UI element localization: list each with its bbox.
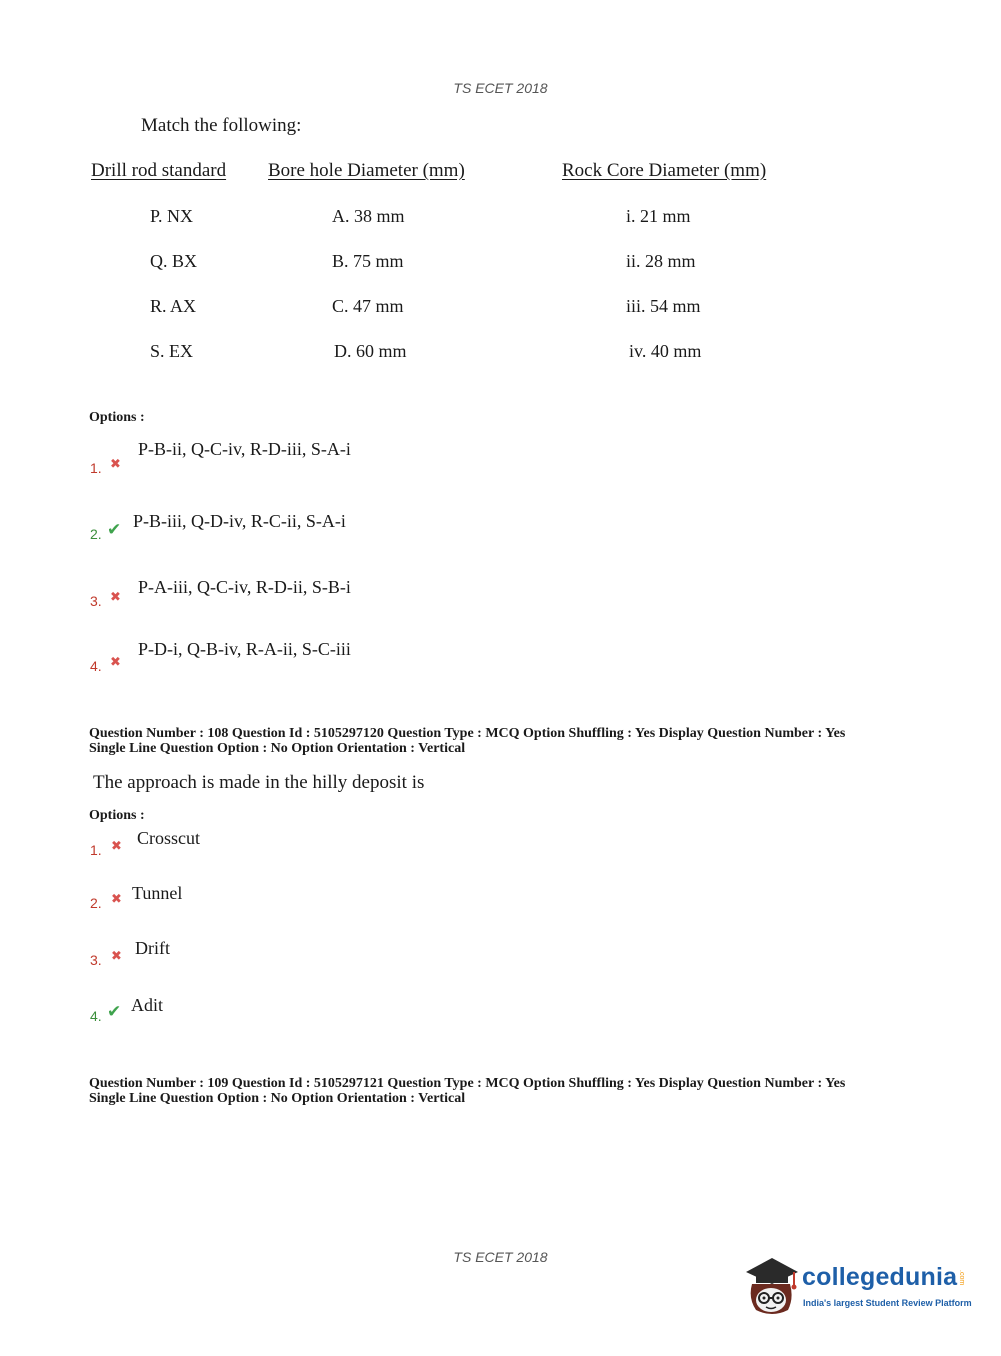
question-meta: Question Number : 109 Question Id : 5105297121 Question Type : MCQ Option Shuffling : Yes Display Question Number : Yes (89, 1076, 846, 1091)
logo-tagline: India's largest Student Review Platform (803, 1298, 972, 1308)
match-cell: C. 47 mm (332, 296, 404, 316)
incorrect-icon: ✖ (110, 655, 121, 670)
option-text[interactable]: P-A-iii, Q-C-iv, R-D-ii, S-B-i (138, 577, 351, 597)
option-number: 2. (90, 895, 102, 911)
incorrect-icon: ✖ (111, 839, 122, 854)
option-text[interactable]: P-D-i, Q-B-iv, R-A-ii, S-C-iii (138, 639, 351, 659)
match-cell: S. EX (150, 341, 194, 361)
match-cell: P. NX (150, 206, 194, 226)
incorrect-icon: ✖ (111, 949, 122, 964)
option-text[interactable]: Crosscut (137, 828, 200, 848)
match-cell: D. 60 mm (334, 341, 407, 361)
match-cell: i. 21 mm (626, 206, 691, 226)
option-text[interactable]: Drift (135, 938, 170, 958)
option-number: 4. (90, 1008, 102, 1024)
question-meta: Single Line Question Option : No Option Orientation : Vertical (89, 1091, 466, 1106)
mascot-icon (742, 1250, 800, 1320)
match-cell: iv. 40 mm (629, 341, 702, 361)
correct-icon: ✔ (107, 520, 122, 540)
options-label: Options : (89, 410, 145, 425)
question-prompt: The approach is made in the hilly deposit is (93, 772, 425, 793)
option-number: 1. (90, 460, 102, 476)
match-cell: A. 38 mm (332, 206, 405, 226)
option-number: 2. (90, 526, 102, 542)
option-number: 4. (90, 658, 102, 674)
logo-tld: .com (958, 1270, 965, 1286)
match-cell: R. AX (150, 296, 197, 316)
option-number: 3. (90, 593, 102, 609)
option-number: 3. (90, 952, 102, 968)
question-meta: Single Line Question Option : No Option Orientation : Vertical (89, 741, 466, 756)
option-text[interactable]: Tunnel (132, 883, 183, 903)
column-header-bore-hole: Bore hole Diameter (mm) (268, 160, 465, 181)
option-text[interactable]: P-B-ii, Q-C-iv, R-D-iii, S-A-i (138, 439, 351, 459)
question-prompt: Match the following: (141, 115, 302, 136)
option-text[interactable]: Adit (131, 995, 164, 1015)
match-cell: B. 75 mm (332, 251, 404, 271)
match-cell: ii. 28 mm (626, 251, 696, 271)
match-cell: Q. BX (150, 251, 198, 271)
logo-wordmark: collegedunia (802, 1263, 958, 1291)
options-label: Options : (89, 808, 145, 823)
option-text[interactable]: P-B-iii, Q-D-iv, R-C-ii, S-A-i (133, 511, 346, 531)
option-number: 1. (90, 842, 102, 858)
incorrect-icon: ✖ (110, 457, 121, 472)
column-header-drill-rod: Drill rod standard (91, 160, 227, 181)
column-header-rock-core: Rock Core Diameter (mm) (562, 160, 767, 181)
question-meta: Question Number : 108 Question Id : 5105297120 Question Type : MCQ Option Shuffling : Yes Display Question Number : Yes (89, 726, 846, 741)
collegedunia-logo[interactable] (742, 1250, 972, 1320)
incorrect-icon: ✖ (110, 590, 121, 605)
incorrect-icon: ✖ (111, 892, 122, 907)
correct-icon: ✔ (107, 1002, 122, 1022)
page-header: TS ECET 2018 (453, 80, 548, 96)
page-footer: TS ECET 2018 (453, 1249, 548, 1265)
match-cell: iii. 54 mm (626, 296, 701, 316)
